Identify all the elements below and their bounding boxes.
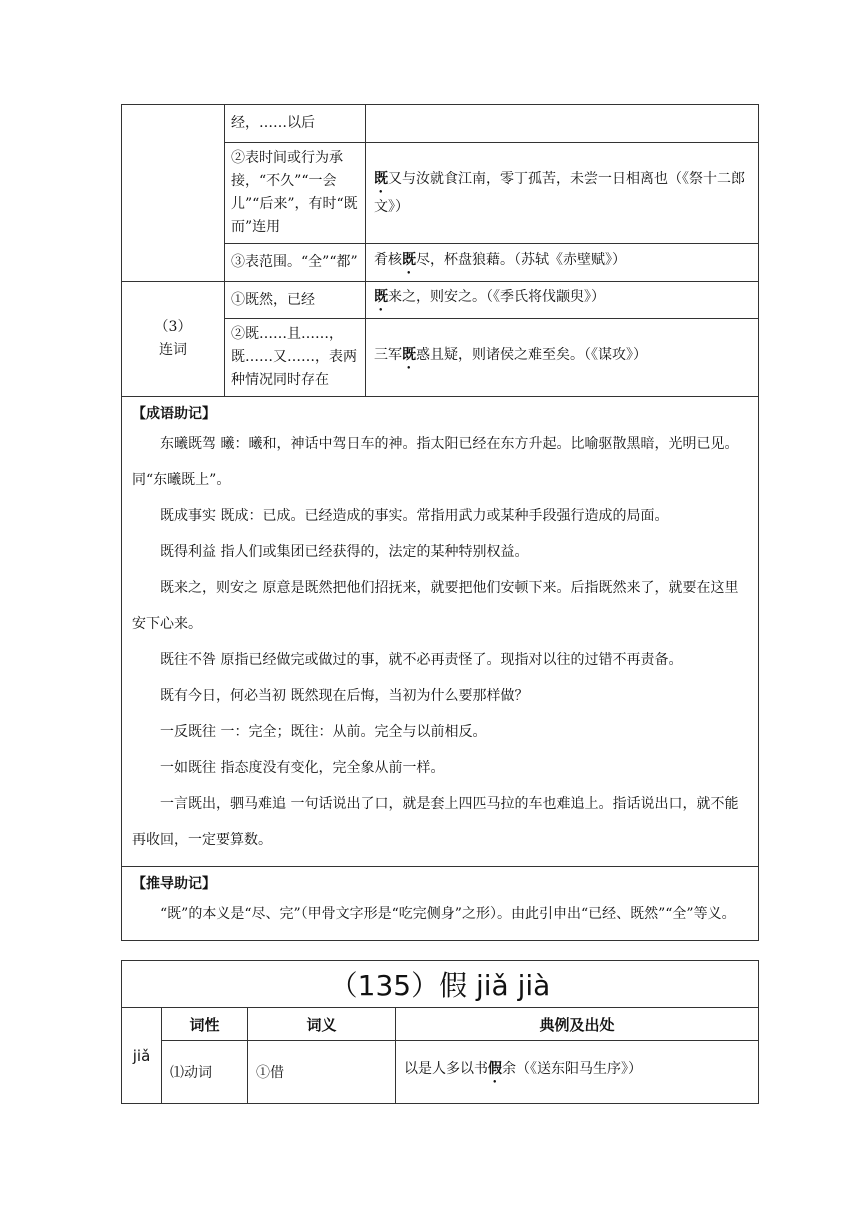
derivation-text: “既”的本义是“尽、完”（甲骨文字形是“吃完侧身”之形）。由此引申出“已经、既然”“全”等义。 — [160, 906, 736, 922]
emphasized-character: 既 — [374, 170, 388, 187]
idiom-item: 既来之，则安之 原意是既然把他们招抚来，就要把他们安顿下来。后指既然来了，就要在这里安下心来。 — [132, 580, 739, 632]
example-cell: 以是人多以书假余（《送东阳马生序》） — [396, 1041, 759, 1104]
idiom-item: 既有今日，何必当初 既然现在后悔，当初为什么要那样做？ — [160, 688, 529, 704]
idiom-item: 既成事实 既成：已成。已经造成的事实。常指用武力或某种手段强行造成的局面。 — [160, 508, 669, 524]
emphasized-character: 既 — [374, 289, 388, 305]
sense-cell: ②既……且……，既……又……，表两种情况同时存在 — [225, 319, 366, 397]
column-header-example: 典例及出处 — [396, 1008, 759, 1041]
pos-cell: ⑴动词 — [162, 1041, 248, 1104]
part-of-speech-cell-adverb — [122, 105, 225, 282]
sense-cell: ①既然，已经 — [225, 282, 366, 319]
idiom-item: 既往不咎 原指已经做完或做过的事，就不必再责怪了。现指对以往的过错不再责备。 — [160, 652, 683, 668]
pos-label: 连词 — [159, 342, 187, 358]
column-header-pos: 词性 — [162, 1008, 248, 1041]
meaning-cell: ①借 — [248, 1041, 396, 1104]
reading-cell: jiǎ — [122, 1008, 162, 1104]
column-header-meaning: 词义 — [248, 1008, 396, 1041]
derivation-memo-heading: 【推导助记】 — [132, 876, 216, 892]
entry-135-table — [121, 960, 759, 1104]
sense-cell: ②表时间或行为承接，“不久”“一会儿”“后来”，有时“既而”连用 — [225, 143, 366, 244]
example-cell: 既又与汝就食江南，零丁孤苦，未尝一日相离也（《祭十二郎文》） — [366, 143, 759, 244]
idiom-item: 东曦既驾 曦：曦和，神话中驾日车的神。指太阳已经在东方升起。比喻驱散黑暗，光明已见。同“东曦既上”。 — [132, 436, 739, 488]
derivation-memo-section — [122, 867, 759, 941]
idiom-item: 一反既往 一：完全；既往：从前。完全与以前相反。 — [160, 724, 487, 740]
idiom-item: 一言既出，驷马难追 一句话说出了口，就是套上四匹马拉的车也难追上。指话说出口，就不能再收回，一定要算数。 — [132, 796, 739, 848]
example-cell: 三军既惑且疑，则诸侯之难至矣。（《谋攻》） — [366, 319, 759, 397]
sense-cell: ③表范围。“全”“都” — [225, 244, 366, 282]
emphasized-character: 既 — [402, 346, 416, 363]
entry-title: （135）假 jiǎ jià — [122, 961, 759, 1008]
sense-cell: 经，……以后 — [225, 105, 366, 143]
emphasized-character: 既 — [402, 251, 416, 268]
idiom-memo-heading: 【成语助记】 — [132, 406, 216, 422]
upper-definition-table — [121, 104, 759, 941]
idiom-item: 既得利益 指人们或集团已经获得的，法定的某种特别权益。 — [160, 544, 529, 560]
pos-number: （3） — [154, 319, 192, 335]
part-of-speech-cell-conjunction — [122, 282, 225, 397]
emphasized-character: 假 — [488, 1061, 502, 1077]
example-cell — [366, 105, 759, 143]
idiom-item: 一如既往 指态度没有变化，完全象从前一样。 — [160, 760, 445, 776]
example-cell: 既来之，则安之。（《季氏将伐颛臾》） — [366, 282, 759, 319]
example-cell: 肴核既尽，杯盘狼藉。（苏轼《赤壁赋》） — [366, 244, 759, 282]
idiom-memo-section — [122, 397, 759, 867]
